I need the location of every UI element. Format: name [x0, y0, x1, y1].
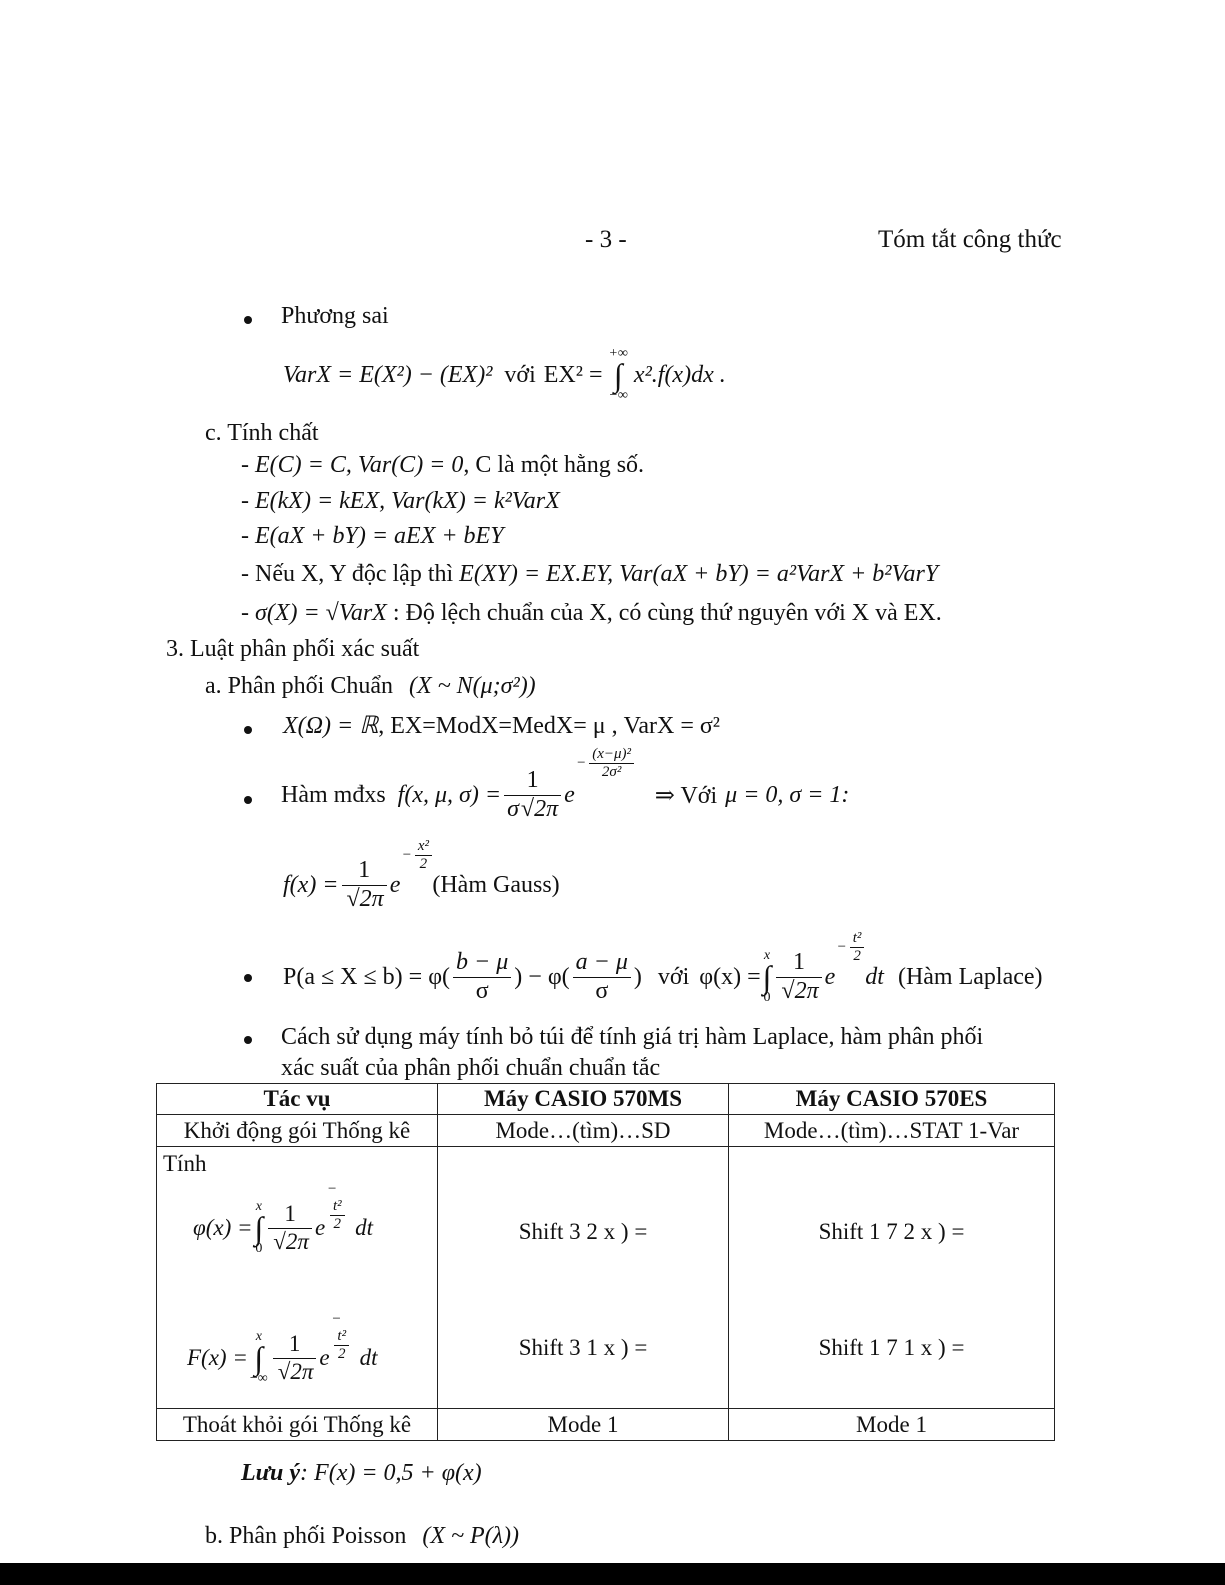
- normal-label: a. Phân phối Chuẩn: [205, 673, 393, 699]
- probability-lhs: P(a ≤ X ≤ b) = φ(: [283, 963, 451, 990]
- property-prefix: - Nếu X, Y độc lập thì: [241, 561, 460, 587]
- section-3-title: 3. Luật phân phối xác suất: [166, 636, 420, 662]
- then-text: ⇒ Với: [654, 782, 718, 809]
- table-header-row: [157, 1084, 1055, 1115]
- bottom-bar: [0, 1563, 1225, 1585]
- note-line: [241, 1460, 482, 1487]
- support-math: X(Ω) = ℝ: [283, 713, 379, 739]
- density-fraction: $\frac{1}{\sigma√2\pi}$: [504, 767, 561, 823]
- table-cell: Mode…(tìm)…SD: [438, 1115, 729, 1147]
- note-label: Lưu ý: [241, 1460, 301, 1486]
- properties-heading: c. Tính chất: [205, 420, 319, 446]
- bullet: [244, 974, 252, 982]
- property-line-5: [241, 600, 942, 627]
- table-cell: Mode 1: [729, 1409, 1055, 1441]
- laplace-fraction: $\frac{1}{√2\pi}$: [776, 949, 821, 1005]
- phi-lhs: φ(x) =: [699, 963, 761, 990]
- F-es-keys: Shift 1 7 1 x ) =: [818, 1335, 965, 1360]
- property-math: - E(C) = C, Var(C) = 0: [241, 452, 464, 478]
- bullet: [244, 1036, 252, 1044]
- table-header: Tác vụ: [157, 1084, 438, 1115]
- exp-num: (x−μ)²: [589, 746, 634, 764]
- integral-symbol: x ∫ 0: [762, 947, 772, 1006]
- poisson-notation: (X ~ P(λ)): [422, 1523, 520, 1549]
- probability-fraction-a: [573, 949, 631, 1005]
- page-title: Tóm tắt công thức: [878, 226, 1062, 253]
- gauss-note: (Hàm Gauss): [432, 871, 560, 898]
- probability-fraction-b: [453, 949, 511, 1005]
- integral-symbol: +∞ ∫ −∞: [608, 345, 628, 404]
- phi-formula: φ(x) = x ∫ 0 $\frac{1}{√2\pi}$ e − $\frac{\text{t²}}{2}$ dt: [193, 1181, 374, 1257]
- page-number: - 3 -: [585, 226, 627, 253]
- normal-support: [283, 711, 720, 740]
- with-text: với: [657, 963, 690, 990]
- table-header: Máy CASIO 570MS: [438, 1084, 729, 1115]
- property-math: - σ(X) = √VarX: [241, 600, 387, 626]
- F-lhs: F(x) =: [187, 1345, 248, 1370]
- density-lhs: f(x, μ, σ) =: [397, 781, 502, 808]
- property-math: - E(kX) = kEX, Var(kX) = k²VarX: [241, 488, 560, 514]
- property-line-4: [241, 561, 938, 588]
- calculator-text-line-1: Cách sử dụng máy tính bỏ túi để tính giá trị hàm Laplace, hàm phân phối: [281, 1024, 984, 1050]
- frac-den: σ: [595, 977, 609, 1004]
- table-cell: [729, 1147, 1055, 1409]
- F-ms-keys: Shift 3 1 x ) =: [518, 1335, 648, 1360]
- normal-notation: (X ~ N(μ;σ²)): [408, 673, 536, 699]
- table-cell: [157, 1147, 438, 1409]
- casio-table: [156, 1083, 1055, 1441]
- property-math: E(XY) = EX.EY, Var(aX + bY) = a²VarX + b²VarY: [459, 561, 939, 587]
- variance-heading: Phương sai: [281, 303, 389, 329]
- table-cell: Thoát khỏi gói Thống kê: [157, 1409, 438, 1441]
- condition: μ = 0, σ = 1:: [725, 781, 850, 808]
- laplace-note: (Hàm Laplace): [897, 963, 1043, 990]
- property-text: , C là một hằng số.: [463, 452, 645, 478]
- density-label: Hàm mđxs: [281, 781, 386, 808]
- exp-den: 2σ²: [601, 763, 622, 780]
- poisson-label: b. Phân phối Poisson: [205, 1523, 407, 1549]
- variance-formula: [283, 340, 726, 410]
- calculator-text-line-2: xác suất của phân phối chuẩn chuẩn tắc: [281, 1055, 661, 1081]
- table-row: [157, 1409, 1055, 1441]
- table-row: [157, 1147, 1055, 1409]
- gauss-lhs: f(x) =: [283, 871, 339, 898]
- gauss-fraction: $\frac{1}{√2\pi}$: [342, 857, 387, 913]
- ex2-label: EX² =: [543, 361, 603, 388]
- integral-upper: +∞: [608, 345, 628, 361]
- variance-lhs: VarX = E(X²) − (EX)²: [283, 361, 493, 388]
- property-line-3: [241, 523, 504, 550]
- property-line-2: [241, 488, 560, 515]
- probability-mid: ) − φ(: [514, 963, 570, 990]
- phi-lhs: φ(x) =: [193, 1215, 253, 1240]
- calc-label: Tính: [163, 1151, 207, 1176]
- bullet: [244, 316, 252, 324]
- property-text: : Độ lệch chuẩn của X, có cùng thứ nguyên với X và EX.: [386, 600, 942, 626]
- bullet: [244, 796, 252, 804]
- poisson-heading: [205, 1523, 519, 1550]
- support-text: , EX=ModX=MedX= μ , VarX = σ²: [378, 713, 720, 739]
- integrand: x².f(x)dx .: [633, 361, 726, 388]
- table-cell: Khởi động gói Thống kê: [157, 1115, 438, 1147]
- note-formula: : F(x) = 0,5 + φ(x): [300, 1460, 482, 1486]
- table-cell: [438, 1147, 729, 1409]
- phi-ms-keys: Shift 3 2 x ) =: [518, 1219, 648, 1244]
- normal-heading: [205, 673, 536, 700]
- frac-num: a − μ: [573, 949, 631, 978]
- table-row: [157, 1115, 1055, 1147]
- property-line-1: [241, 452, 644, 479]
- F-formula: F(x) = x ∫ −∞ $\frac{1}{√2\pi}$ e − $\frac{\text{t²}}{2}$ dt: [187, 1311, 378, 1387]
- phi-es-keys: Shift 1 7 2 x ) =: [818, 1219, 965, 1244]
- laplace-formula: P(a ≤ X ≤ b) = φ( $\frac{b - \mu}{\sigma}$ ) − φ( $\frac{a - \mu}{\sigma}$ ) với φ(x) = x ∫ 0 $\frac{1}{√2\pi}$ e − $\frac{\text{t²}}{2}$ dt (Hàm Laplace): [283, 929, 1043, 1006]
- table-header: Máy CASIO 570ES: [729, 1084, 1055, 1115]
- property-math: - E(aX + bY) = aEX + bEY: [241, 523, 504, 549]
- bullet: [244, 726, 252, 734]
- table-cell: Mode 1: [438, 1409, 729, 1441]
- density-formula: Hàm mđxs f(x, μ, σ) = $\frac{1}{\sigma√2\pi}$ e − $\frac{\text{(x−μ)²}}{\text{2σ²}}$ ⇒ Với μ = 0, σ = 1:: [281, 745, 850, 822]
- table-cell: Mode…(tìm)…STAT 1-Var: [729, 1115, 1055, 1147]
- frac-den: σ: [475, 977, 489, 1004]
- gauss-formula: f(x) = $\frac{1}{√2\pi}$ e − $\frac{\text{x²}}{2}$ (Hàm Gauss): [283, 837, 560, 912]
- integral-lower: −∞: [608, 388, 628, 404]
- frac-num: b − μ: [453, 949, 511, 978]
- with-text: với: [504, 361, 536, 388]
